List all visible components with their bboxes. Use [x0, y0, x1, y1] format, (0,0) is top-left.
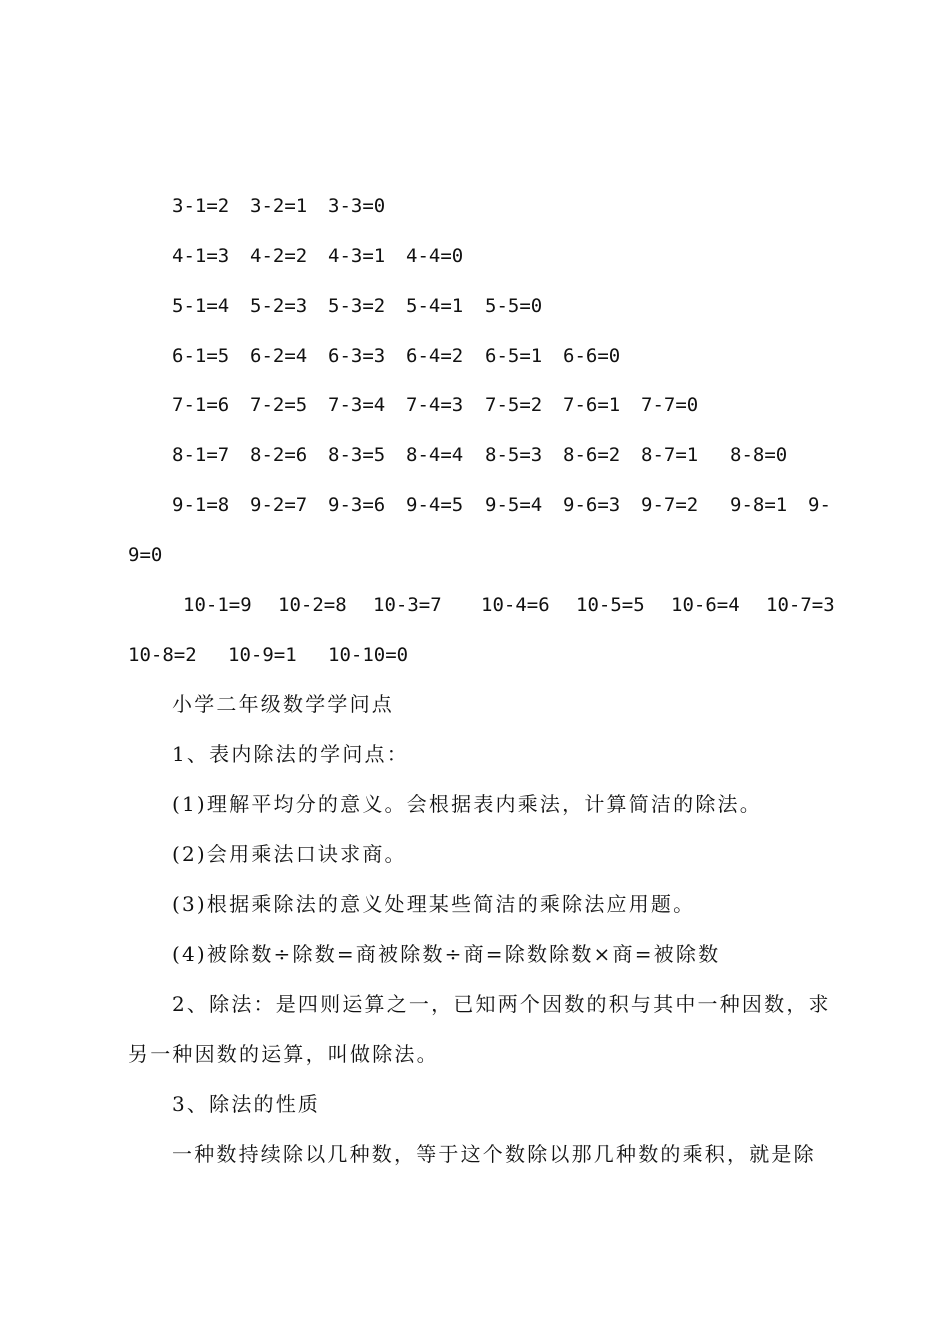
- equation: 7-5=2: [485, 394, 543, 416]
- equation: 10-4=6: [481, 594, 550, 616]
- equation: 9-4=5: [406, 494, 464, 516]
- equation: 5-2=3: [250, 295, 308, 317]
- equation: 9-7=2: [641, 494, 699, 516]
- point-1-item-4: (4)被除数÷除数=商被除数÷商=除数除数×商=被除数: [172, 942, 721, 966]
- equation: 7-4=3: [406, 394, 464, 416]
- equation: 6-4=2: [406, 345, 464, 367]
- equation: 6-5=1: [485, 345, 543, 367]
- equation: 8-4=4: [406, 444, 464, 466]
- equation: 9-6=3: [563, 494, 621, 516]
- equation: 8-3=5: [328, 444, 386, 466]
- equation: 10-7=3: [766, 594, 835, 616]
- equation: 9-: [808, 494, 831, 516]
- equation: 10-8=2: [128, 644, 197, 666]
- equation: 9-5=4: [485, 494, 543, 516]
- equation: 8-1=7: [172, 444, 230, 466]
- equation: 3-2=1: [250, 195, 308, 217]
- equation: 5-3=2: [328, 295, 386, 317]
- equation: 6-2=4: [250, 345, 308, 367]
- point-3-title: 3、除法的性质: [172, 1092, 321, 1116]
- equation: 7-1=6: [172, 394, 230, 416]
- equation: 9-2=7: [250, 494, 308, 516]
- equation: 10-2=8: [278, 594, 347, 616]
- equation: 10-10=0: [328, 644, 409, 666]
- equation: 9=0: [128, 544, 163, 566]
- equation: 6-1=5: [172, 345, 230, 367]
- equation: 3-3=0: [328, 195, 386, 217]
- equation: 5-5=0: [485, 295, 543, 317]
- equation: 8-6=2: [563, 444, 621, 466]
- equation: 10-1=9: [183, 594, 252, 616]
- equation: 7-3=4: [328, 394, 386, 416]
- point-1-title: 1、表内除法的学问点：: [172, 742, 409, 766]
- equation: 5-4=1: [406, 295, 464, 317]
- equation: 7-2=5: [250, 394, 308, 416]
- point-1-item-3: (3)根据乘除法的意义处理某些简洁的乘除法应用题。: [172, 892, 696, 916]
- equation: 9-1=8: [172, 494, 230, 516]
- equation: 8-2=6: [250, 444, 308, 466]
- equation: 9-3=6: [328, 494, 386, 516]
- equation: 10-9=1: [228, 644, 297, 666]
- equation: 4-3=1: [328, 245, 386, 267]
- equation: 10-3=7: [373, 594, 442, 616]
- point-1-item-2: (2)会用乘法口诀求商。: [172, 842, 407, 866]
- equation: 3-1=2: [172, 195, 230, 217]
- equation: 10-6=4: [671, 594, 740, 616]
- equation: 4-2=2: [250, 245, 308, 267]
- equation: 5-1=4: [172, 295, 230, 317]
- equation: 10-5=5: [576, 594, 645, 616]
- point-2-line-2: 另一种因数的运算，叫做除法。: [128, 1042, 439, 1066]
- equation: 8-7=1: [641, 444, 699, 466]
- equation: 9-8=1: [730, 494, 788, 516]
- equation: 6-6=0: [563, 345, 621, 367]
- equation: 6-3=3: [328, 345, 386, 367]
- point-1-item-1: (1)理解平均分的意义。会根据表内乘法，计算简洁的除法。: [172, 792, 762, 816]
- equation: 7-7=0: [641, 394, 699, 416]
- equation: 4-1=3: [172, 245, 230, 267]
- equation: 8-5=3: [485, 444, 543, 466]
- equation: 7-6=1: [563, 394, 621, 416]
- point-3-line-1: 一种数持续除以几种数，等于这个数除以那几种数的乘积，就是除: [172, 1142, 816, 1166]
- point-2-line-1: 2、除法：是四则运算之一，已知两个因数的积与其中一种因数，求: [172, 992, 831, 1016]
- equation: 4-4=0: [406, 245, 464, 267]
- section-title: 小学二年级数学学问点: [172, 692, 394, 716]
- equation: 8-8=0: [730, 444, 788, 466]
